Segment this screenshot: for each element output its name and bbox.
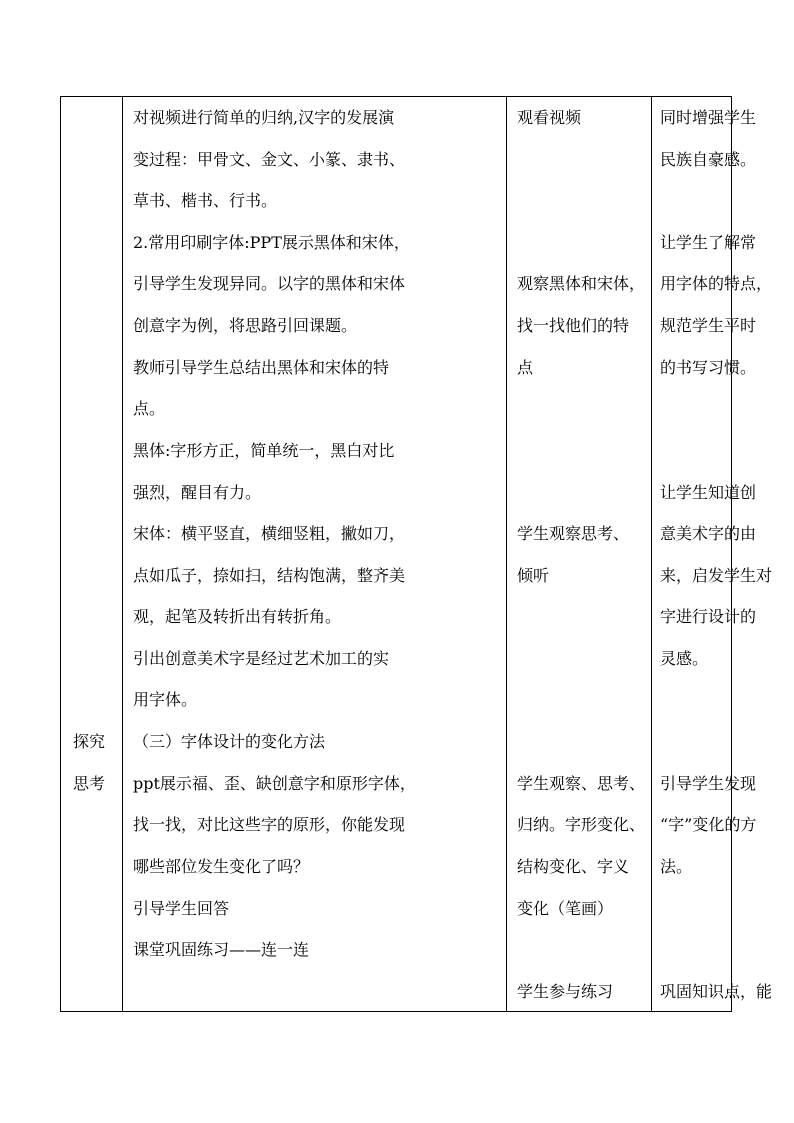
teacher-text-line: 点如瓜子，捺如扫，结构饱满，整齐美 (133, 566, 406, 585)
intent-text-line: 引导学生发现 (660, 774, 757, 793)
student-text-line: 点 (517, 358, 534, 377)
stage-label-line: 探究 (73, 732, 106, 751)
student-text-line: 学生观察思考、 (517, 524, 630, 543)
student-text-line: 学生观察、思考、 (517, 774, 646, 793)
teacher-text-line: 用字体。 (133, 690, 198, 709)
teacher-text-line: 课堂巩固练习——连一连 (133, 940, 310, 959)
intent-text-line: 民族自豪感。 (660, 150, 757, 169)
student-text-line: 结构变化、字义 (517, 857, 630, 876)
intent-text-line: 法。 (660, 857, 693, 876)
intent-text-line: 的书写习惯。 (660, 358, 757, 377)
intent-text-line: 规范学生平时 (660, 316, 757, 335)
lesson-plan-table (60, 96, 773, 1012)
intent-text-line: “字”变化的方 (660, 815, 757, 834)
teacher-text-line: ppt展示福、歪、缺创意字和原形字体， (133, 774, 416, 793)
intent-text-line: 字进行设计的 (660, 607, 757, 626)
design-intent-column (652, 97, 773, 1011)
intent-text-line: 同时增强学生 (660, 108, 757, 127)
teacher-text-line: 教师引导学生总结出黑体和宋体的特 (133, 358, 390, 377)
intent-text-line: 让学生知道创 (660, 483, 757, 502)
student-text-line: 观察黑体和宋体， (517, 274, 646, 293)
student-text-line: 学生参与练习 (517, 982, 614, 1001)
student-text-line: 找一找他们的特 (517, 316, 630, 335)
intent-text-line: 灵感。 (660, 649, 709, 668)
student-text-line: 变化（笔画） (517, 899, 614, 918)
teacher-text-line: 草书、楷书、行书。 (133, 191, 278, 210)
teacher-text-line: 点。 (133, 399, 166, 418)
teacher-activity-column (123, 97, 505, 1011)
student-text-line: 观看视频 (517, 108, 582, 127)
stage-column (61, 97, 122, 1011)
teacher-text-line: 哪些部位发生变化了吗？ (133, 857, 310, 876)
student-text-line: 倾听 (517, 566, 550, 585)
teacher-text-line: 2.常用印刷字体:PPT展示黑体和宋体， (133, 233, 410, 252)
student-activity-column (507, 97, 650, 1011)
intent-text-line: 用字体的特点， (660, 274, 773, 293)
teacher-text-line: 宋体：横平竖直，横细竖粗，撇如刀， (133, 524, 406, 543)
teacher-text-line: 创意字为例，将思路引回课题。 (133, 316, 358, 335)
intent-text-line: 来，启发学生对 (660, 566, 773, 585)
teacher-text-line: 变过程：甲骨文、金文、小篆、隶书、 (133, 150, 406, 169)
teacher-text-line: 找一找，对比这些字的原形，你能发现 (133, 815, 406, 834)
teacher-text-line: 引出创意美术字是经过艺术加工的实 (133, 649, 390, 668)
stage-label-line: 思考 (73, 774, 106, 793)
teacher-text-line: 观，起笔及转折出有转折角。 (133, 607, 342, 626)
teacher-text-line: 对视频进行简单的归纳,汉字的发展演 (133, 108, 395, 127)
teacher-text-line: 强烈，醒目有力。 (133, 483, 262, 502)
teacher-text-line: 黑体:字形方正，简单统一，黑白对比 (133, 441, 395, 460)
student-text-line: 归纳。字形变化、 (517, 815, 646, 834)
teacher-text-line: （三）字体设计的变化方法 (133, 732, 326, 751)
teacher-text-line: 引导学生发现异同。以字的黑体和宋体 (133, 274, 406, 293)
intent-text-line: 让学生了解常 (660, 233, 757, 252)
intent-text-line: 巩固知识点，能 (660, 982, 773, 1001)
teacher-text-line: 引导学生回答 (133, 899, 230, 918)
intent-text-line: 意美术字的由 (660, 524, 757, 543)
